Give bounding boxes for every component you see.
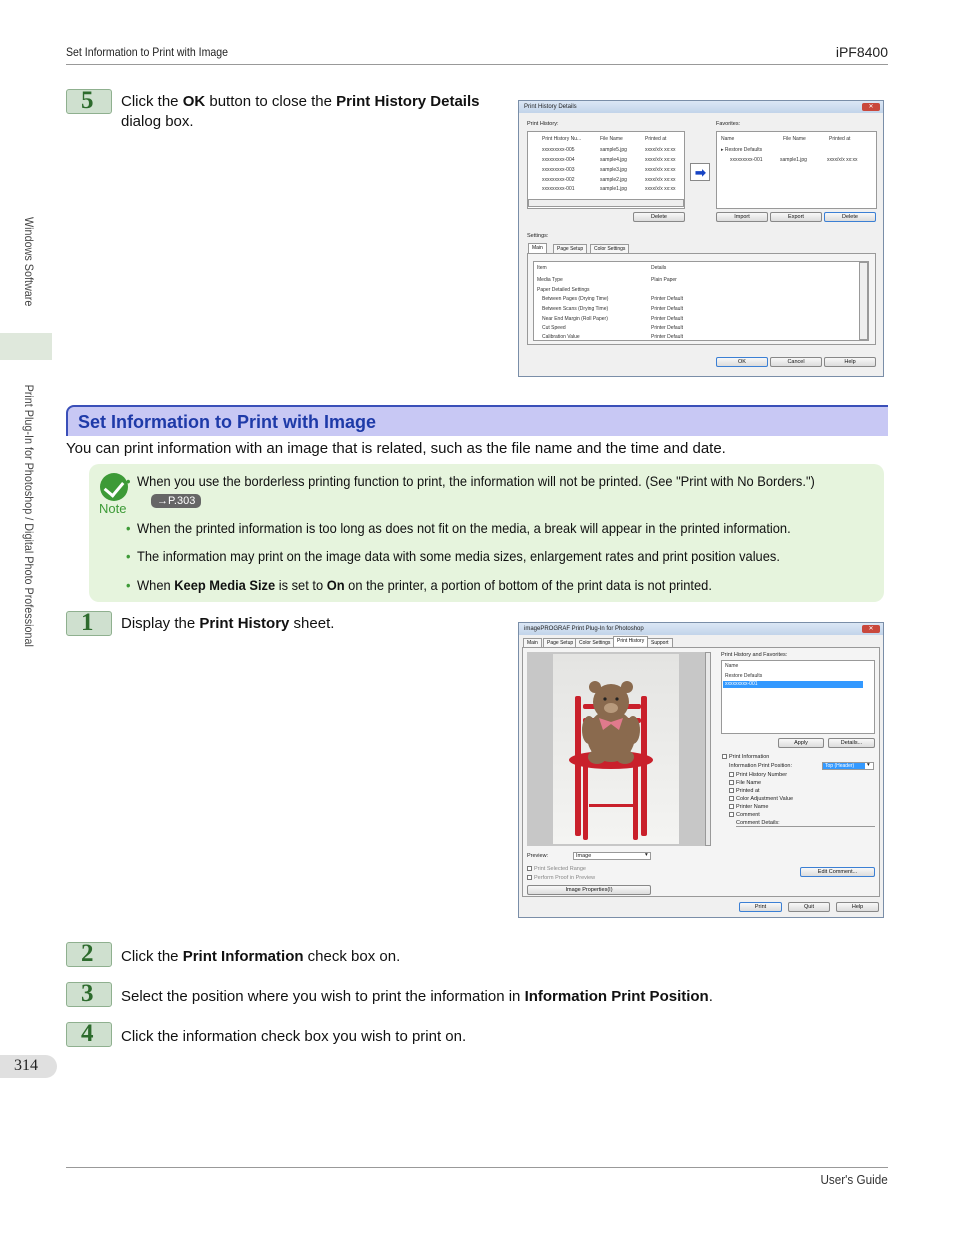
settings-cell: Printer Default (651, 334, 683, 340)
close-icon[interactable]: ✕ (862, 625, 880, 633)
header-section-title: Set Information to Print with Image (66, 45, 229, 59)
details-button[interactable]: Details... (828, 738, 875, 748)
step-2-text: Click the Print Information check box on. (121, 948, 401, 965)
settings-cell: Plain Paper (651, 277, 677, 283)
print-history-label: Print History: (527, 121, 559, 127)
tab-support[interactable]: Support (647, 638, 673, 647)
tab-page-setup[interactable]: Page Setup (543, 638, 577, 647)
header-divider (66, 64, 888, 65)
close-icon[interactable]: ✕ (862, 103, 880, 111)
quit-button[interactable]: Quit (788, 902, 830, 912)
checkbox-label: Printer Name (736, 804, 769, 810)
step-4-badge: 4 (66, 1022, 112, 1047)
checkbox[interactable] (729, 796, 734, 801)
edit-comment-button[interactable]: Edit Comment... (800, 867, 875, 877)
ok-button[interactable]: OK (716, 357, 768, 367)
print-selected-range-checkbox[interactable] (527, 866, 532, 871)
history-cell: sample2.jpg (600, 177, 627, 183)
history-row[interactable]: xxxxxxxxx-001 (542, 186, 575, 192)
help-button[interactable]: Help (824, 357, 876, 367)
image-properties-button[interactable]: Image Properties(I) (527, 885, 651, 895)
side-tab-marker (0, 333, 52, 360)
col-header[interactable]: File Name (600, 136, 623, 142)
tab-color-settings[interactable]: Color Settings (590, 244, 629, 253)
settings-cell: Printer Default (651, 316, 683, 322)
favorites-list[interactable] (716, 131, 877, 209)
history-cell: xxxx/x/x xx:xx (645, 177, 676, 183)
side-label-windows: Windows Software (22, 216, 36, 307)
col-header[interactable]: Name (725, 663, 739, 669)
history-row[interactable]: xxxxxxxxx-003 (542, 167, 575, 173)
header-model: iPF8400 (835, 44, 888, 60)
history-cell: sample5.jpg (600, 147, 627, 153)
tab-main[interactable]: Main (528, 243, 547, 253)
dialog-titlebar: Print History Details ✕ (519, 101, 883, 113)
step-1-text: Display the Print History sheet. (121, 615, 335, 632)
export-button[interactable]: Export (770, 212, 822, 222)
arrow-right-icon: ➡ (695, 165, 706, 180)
settings-row: Cut Speed (542, 325, 566, 331)
history-cell: xxxx/x/x xx:xx (645, 167, 676, 173)
settings-row: Calibration Value (542, 334, 580, 340)
preview-vscrollbar[interactable] (705, 652, 711, 846)
perform-proof-label: Perform Proof in Preview (534, 875, 596, 881)
comment-details-label: Comment Details: (736, 820, 780, 826)
section-intro: You can print information with an image that is related, such as the file name and the time and date. (66, 440, 726, 457)
comment-divider (736, 826, 875, 827)
step-4-text: Click the information check box you wish to print on. (121, 1028, 467, 1045)
side-label-plugin: Print Plug-In for Photoshop / Digital Photo Professional (22, 384, 36, 647)
settings-row: Between Pages (Drying Time) (542, 296, 609, 302)
step-3-text: Select the position where you wish to print the information in Information Print Position. (121, 988, 713, 1005)
print-selected-range-label: Print Selected Range (534, 866, 586, 872)
tab-color-settings[interactable]: Color Settings (575, 638, 614, 647)
delete-favorite-button[interactable]: Delete (824, 212, 876, 222)
favorites-label: Favorites: (716, 121, 741, 127)
step-2-badge: 2 (66, 942, 112, 967)
position-label: Information Print Position: (729, 763, 792, 769)
col-header[interactable]: Item (537, 265, 547, 271)
history-row[interactable]: xxxxxxxxx-004 (542, 157, 575, 163)
history-cell: sample1.jpg (600, 186, 627, 192)
step-5-text: Click the OK button to close the Print History Details dialog box. (121, 93, 480, 130)
settings-label: Settings: (527, 233, 549, 239)
footer-guide-title: User's Guide (820, 1172, 888, 1187)
favorites-cell: xxxx/x/x xx:xx (827, 157, 858, 163)
preview-label: Preview: (527, 853, 549, 859)
checkbox[interactable] (729, 788, 734, 793)
checkbox-label: Comment (736, 812, 760, 818)
settings-cell: Printer Default (651, 306, 683, 312)
note-item: • The information may print on the image data with some media sizes, enlargement rates and print position values. (137, 548, 780, 564)
chevron-down-icon[interactable]: ▾ (867, 762, 870, 768)
tab-main[interactable]: Main (523, 638, 542, 647)
section-heading: Set Information to Print with Image (66, 405, 888, 436)
apply-button[interactable]: Apply (778, 738, 824, 748)
settings-cell: Printer Default (651, 325, 683, 331)
history-cell: sample4.jpg (600, 157, 627, 163)
history-row[interactable]: xxxxxxxxx-005 (542, 147, 575, 153)
note-item: • When you use the borderless printing function to print, the information will not be printed. (See "Print with No Borders.") (137, 473, 815, 489)
checkbox[interactable] (729, 804, 734, 809)
favorites-row[interactable]: Restore Defaults (725, 673, 763, 679)
history-hscrollbar[interactable] (528, 199, 684, 207)
favorites-row-selected[interactable]: xxxxxxxxx-001 (723, 681, 863, 688)
col-header[interactable]: Printed at (829, 136, 851, 142)
history-cell: sample3.jpg (600, 167, 627, 173)
favorites-root[interactable]: ▸ Restore Defaults (721, 147, 763, 153)
checkbox-label: Printed at (736, 788, 760, 794)
history-cell: xxxx/x/x xx:xx (645, 157, 676, 163)
settings-cell: Printer Default (651, 296, 683, 302)
import-button[interactable]: Import (716, 212, 768, 222)
print-information-checkbox[interactable] (722, 754, 727, 759)
preview-area[interactable] (527, 652, 711, 846)
dialog-titlebar: imagePROGRAF Print Plug-In for Photoshop ✕ (519, 623, 883, 635)
col-header[interactable]: Print History Nu... (542, 136, 582, 142)
cancel-button[interactable]: Cancel (770, 357, 822, 367)
tab-page-setup[interactable]: Page Setup (553, 244, 587, 253)
position-selected: Top (Header) (823, 763, 865, 769)
favorites-cell: sample1.jpg (780, 157, 807, 163)
note-box (89, 464, 884, 602)
history-row[interactable]: xxxxxxxxx-002 (542, 177, 575, 183)
settings-row: Paper Detailed Settings (537, 287, 590, 293)
chevron-down-icon[interactable]: ▾ (645, 852, 648, 858)
add-to-favorites-button[interactable] (690, 163, 710, 181)
help-button[interactable]: Help (836, 902, 879, 912)
col-header[interactable]: Printed at (645, 136, 667, 142)
note-label: Note (99, 501, 127, 516)
history-cell: xxxx/x/x xx:xx (645, 186, 676, 192)
history-cell: xxxx/x/x xx:xx (645, 147, 676, 153)
note-check-icon (100, 473, 128, 501)
col-header[interactable]: Name (721, 136, 735, 142)
page-number: 314 (0, 1055, 57, 1078)
teddy-bear-chair-image (553, 654, 679, 844)
tab-print-history[interactable]: Print History (613, 636, 648, 646)
checkbox-label: File Name (736, 780, 762, 786)
checkbox-label: Color Adjustment Value (736, 796, 794, 802)
col-header[interactable]: Details (651, 265, 667, 271)
page-ref-link[interactable]: →P.303 (151, 494, 201, 508)
checkbox[interactable] (729, 780, 734, 785)
step-1-badge: 1 (66, 611, 112, 636)
settings-row: Media Type (537, 277, 563, 283)
checkbox[interactable] (729, 812, 734, 817)
delete-history-button[interactable]: Delete (633, 212, 685, 222)
step-5-badge: 5 (66, 89, 112, 114)
perform-proof-checkbox[interactable] (527, 875, 532, 880)
col-header[interactable]: File Name (783, 136, 806, 142)
settings-vscrollbar[interactable] (859, 262, 868, 340)
favorites-row[interactable]: xxxxxxxxx-001 (730, 157, 763, 163)
print-information-label: Print Information (729, 754, 770, 760)
footer-divider (66, 1167, 888, 1168)
checkbox[interactable] (729, 772, 734, 777)
favorites-label: Print History and Favorites: (721, 652, 788, 658)
checkbox-label: Print History Number (736, 772, 788, 778)
note-item: • When the printed information is too long as does not fit on the media, a break will appear in the printed information. (137, 520, 791, 536)
settings-row: Between Scans (Drying Time) (542, 306, 609, 312)
favorites-list[interactable] (721, 660, 875, 734)
note-item: • When Keep Media Size is set to On on the printer, a portion of bottom of the print data is not printed. (137, 577, 712, 593)
preview-page (553, 654, 679, 844)
preview-value: Image (576, 853, 592, 859)
print-button[interactable]: Print (739, 902, 782, 912)
settings-row: Near End Margin (Roll Paper) (542, 316, 608, 322)
step-3-badge: 3 (66, 982, 112, 1007)
